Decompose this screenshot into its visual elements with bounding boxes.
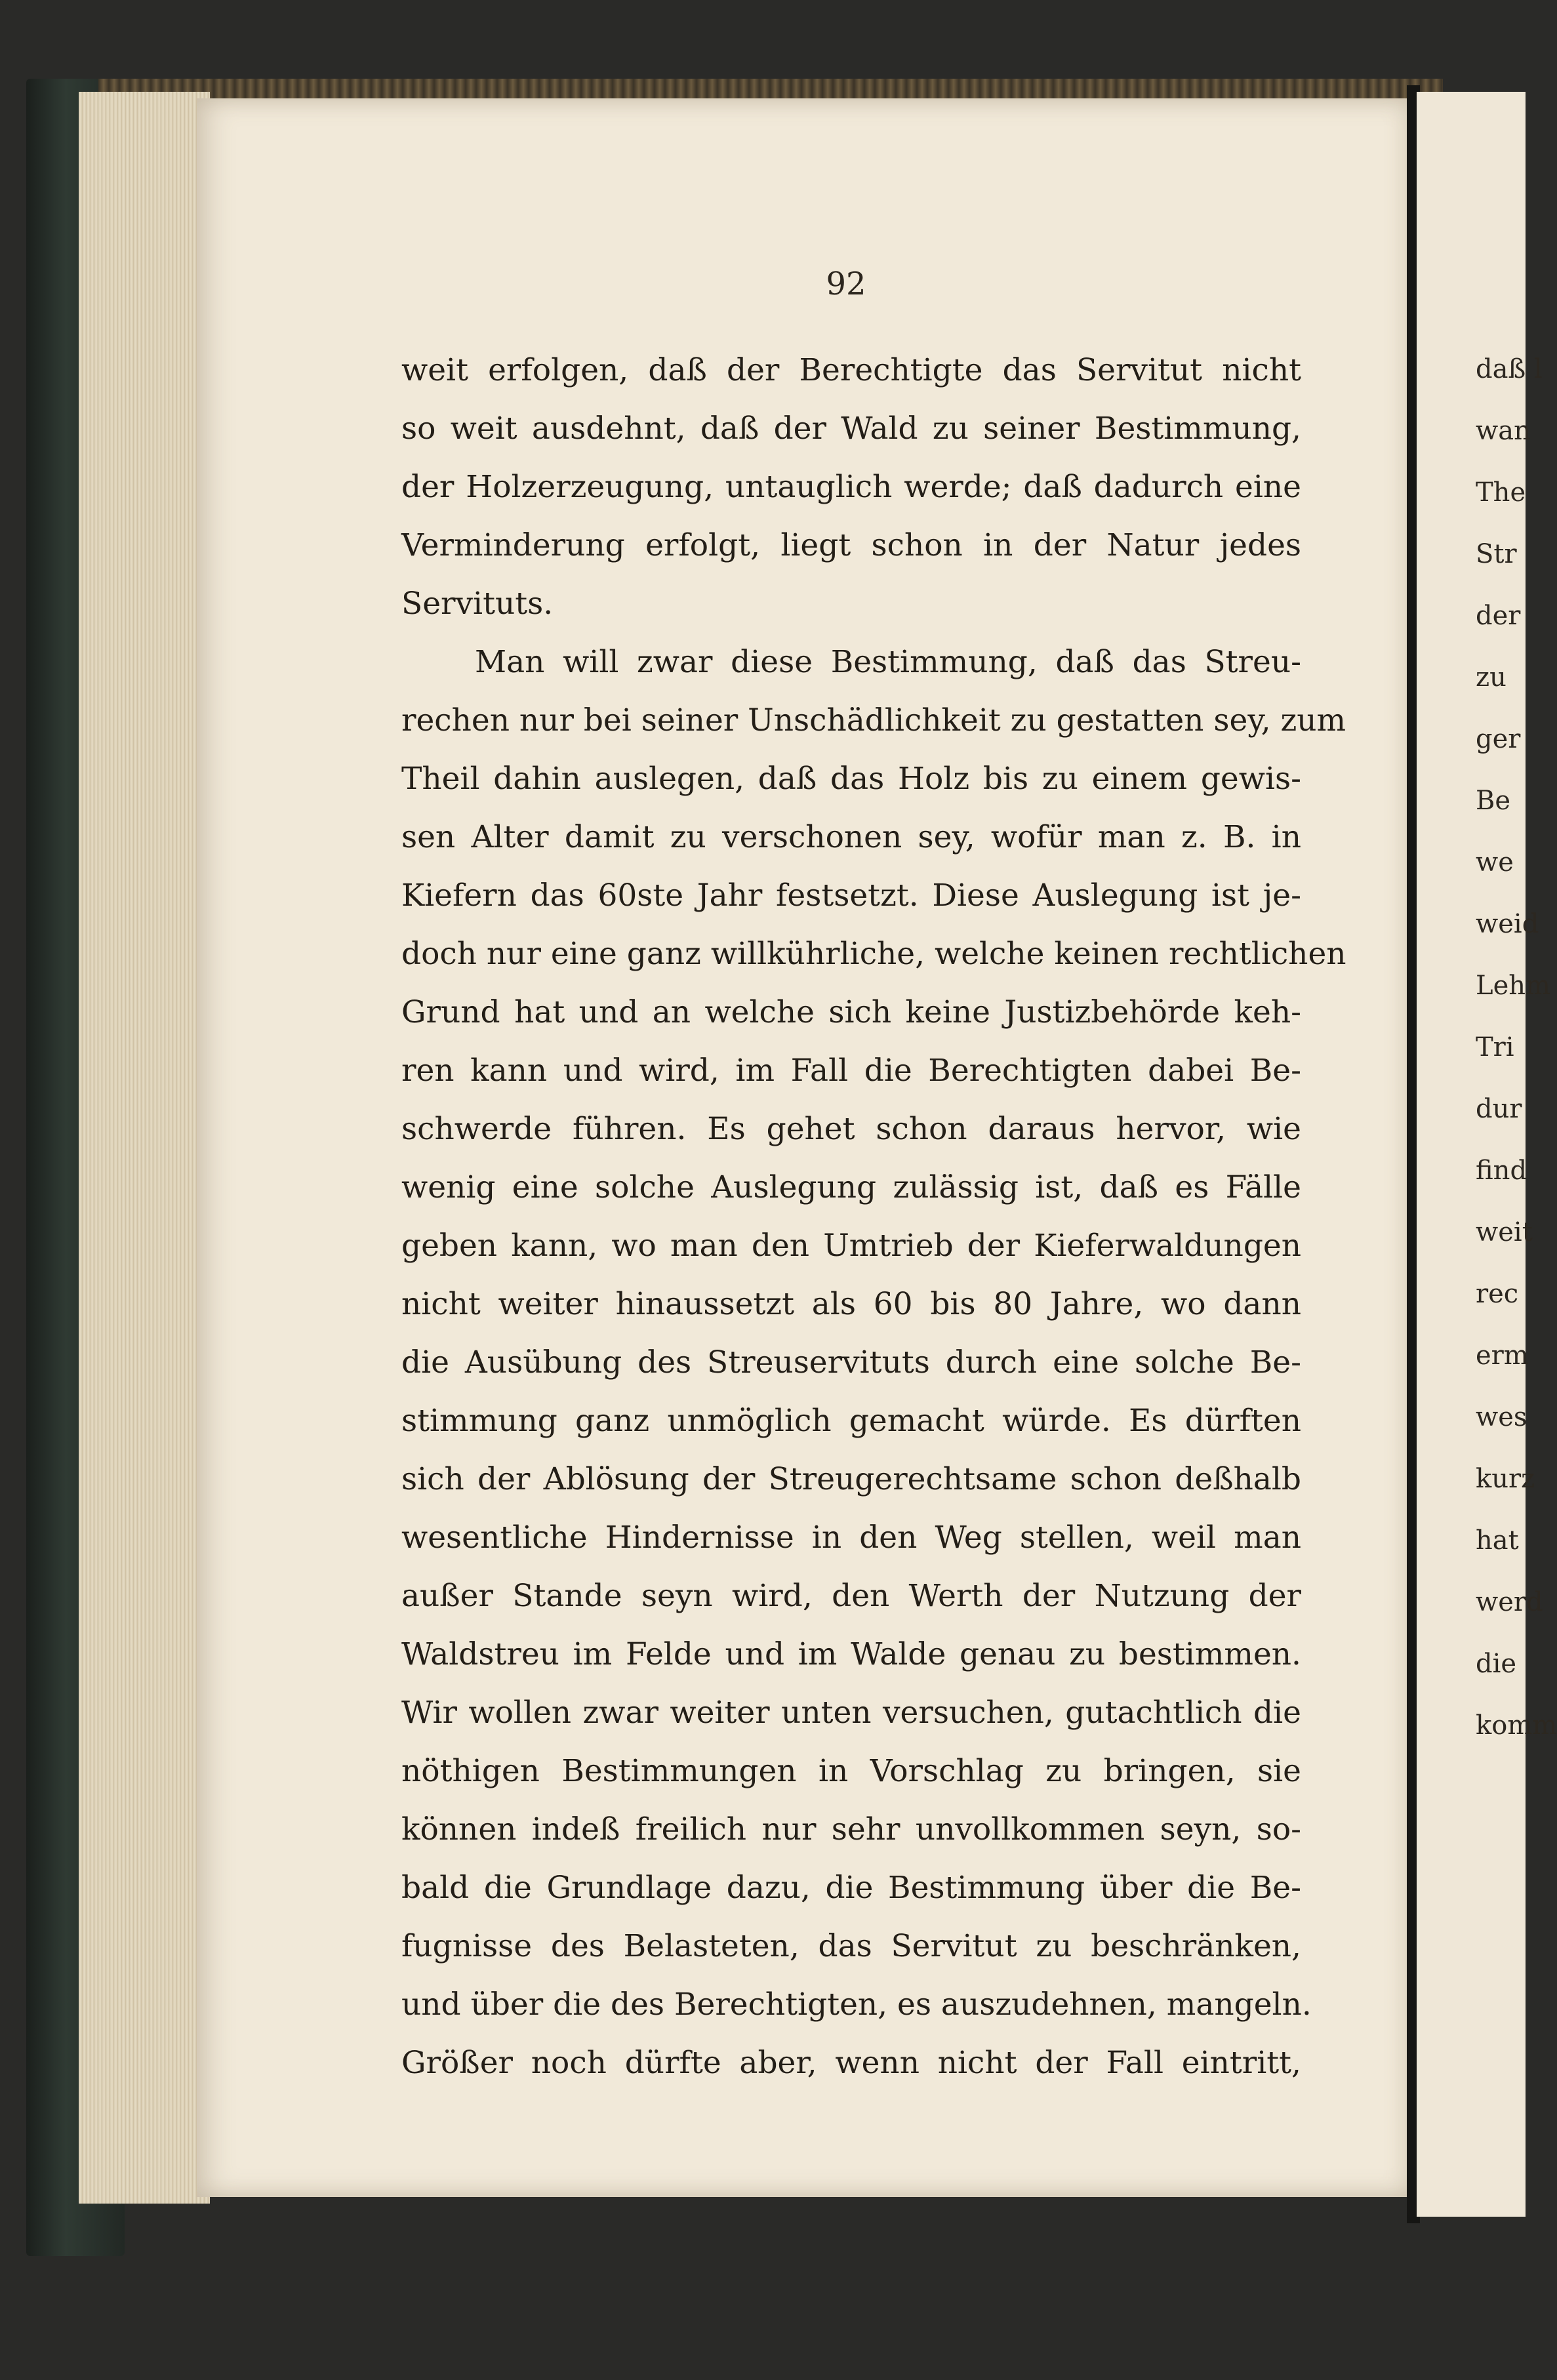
- text-line: sen Alter damit zu verschonen sey, wofür man z. B. in: [401, 819, 1301, 855]
- next-page-fragment: die: [1476, 1649, 1517, 1679]
- text-line: sich der Ablösung der Streugerechtsame schon deßhalb: [401, 1461, 1301, 1497]
- next-page-fragment: erm: [1476, 1341, 1529, 1371]
- next-page-fragment: komm: [1476, 1710, 1557, 1741]
- next-page-fragment: rec: [1476, 1279, 1519, 1309]
- next-page-fragment: werd: [1476, 1587, 1543, 1617]
- next-page-fragment: hat: [1476, 1525, 1519, 1556]
- text-line: die Ausübung des Streuservituts durch eine solche Be-: [401, 1344, 1301, 1381]
- next-page-fragment: weid: [1476, 909, 1539, 939]
- text-line: Wir wollen zwar weiter unten versuchen, gutachtlich die: [401, 1695, 1301, 1731]
- next-page-fragment: The: [1476, 477, 1526, 508]
- next-page-fragment: Be: [1476, 786, 1511, 816]
- next-page-fragment: ger: [1476, 724, 1521, 754]
- next-page-fragment: wan: [1476, 416, 1531, 446]
- page-stack-edge: [79, 92, 210, 2204]
- text-line: Verminderung erfolgt, liegt schon in der Natur jedes: [401, 527, 1301, 563]
- text-line: Theil dahin auslegen, daß das Holz bis zu einem gewis-: [401, 761, 1301, 797]
- text-line: bald die Grundlage dazu, die Bestimmung über die Be-: [401, 1870, 1301, 1906]
- next-page-edge: [1417, 92, 1557, 2217]
- next-page-fragment: zu: [1476, 662, 1506, 693]
- text-line: Servituts.: [401, 586, 554, 622]
- next-page-fragment: wes: [1476, 1402, 1527, 1432]
- next-page-fragment: Str: [1476, 539, 1517, 569]
- next-page-fragment: Tri: [1476, 1032, 1514, 1062]
- next-page-fragment: weit: [1476, 1217, 1533, 1247]
- next-page-fragment: dur: [1476, 1094, 1522, 1124]
- text-line: Waldstreu im Felde und im Walde genau zu bestimmen.: [401, 1636, 1301, 1672]
- page-text-block: [401, 341, 1346, 2092]
- text-line: wenig eine solche Auslegung zulässig ist, daß es Fälle: [401, 1169, 1301, 1205]
- text-line: weit erfolgen, daß der Berechtigte das Servitut nicht: [401, 352, 1301, 388]
- text-line: nicht weiter hinaussetzt als 60 bis 80 Jahre, wo dann: [401, 1286, 1301, 1322]
- text-line: Kiefern das 60ste Jahr festsetzt. Diese Auslegung ist je-: [401, 877, 1301, 914]
- next-page-fragment: we: [1476, 847, 1514, 877]
- text-line: wesentliche Hindernisse in den Weg stellen, weil man: [401, 1520, 1301, 1556]
- text-line: schwerde führen. Es gehet schon daraus hervor, wie: [401, 1111, 1301, 1147]
- text-line: ren kann und wird, im Fall die Berechtigten dabei Be-: [401, 1053, 1301, 1089]
- text-line: doch nur eine ganz willkührliche, welche keinen rechtlichen: [401, 936, 1346, 972]
- next-page-fragment: find: [1476, 1156, 1527, 1186]
- text-line: rechen nur bei seiner Unschädlichkeit zu gestatten sey, zum: [401, 702, 1346, 738]
- page-number: 92: [826, 266, 866, 302]
- next-page-fragment: daß l: [1476, 354, 1543, 384]
- next-page-fragment: Lehm: [1476, 971, 1550, 1001]
- text-line: können indeß freilich nur sehr unvollkommen seyn, so-: [401, 1811, 1301, 1847]
- text-line: der Holzerzeugung, untauglich werde; daß dadurch eine: [401, 469, 1301, 505]
- text-line: Grund hat und an welche sich keine Justizbehörde keh-: [401, 994, 1301, 1030]
- text-line: Größer noch dürfte aber, wenn nicht der Fall eintritt,: [401, 2045, 1301, 2081]
- text-line: geben kann, wo man den Umtrieb der Kieferwaldungen: [401, 1228, 1301, 1264]
- text-line: außer Stande seyn wird, den Werth der Nutzung der: [401, 1578, 1301, 1614]
- next-page-fragment: der: [1476, 601, 1521, 631]
- text-line: Man will zwar diese Bestimmung, daß das Streu-: [475, 644, 1301, 680]
- text-line: fugnisse des Belasteten, das Servitut zu beschränken,: [401, 1928, 1301, 1964]
- text-line: stimmung ganz unmöglich gemacht würde. Es dürften: [401, 1403, 1301, 1439]
- text-line: nöthigen Bestimmungen in Vorschlag zu bringen, sie: [401, 1753, 1301, 1789]
- next-page-fragment: kurz: [1476, 1464, 1535, 1494]
- text-line: und über die des Berechtigten, es auszudehnen, mangeln.: [401, 1987, 1312, 2023]
- text-line: so weit ausdehnt, daß der Wald zu seiner Bestimmung,: [401, 411, 1301, 447]
